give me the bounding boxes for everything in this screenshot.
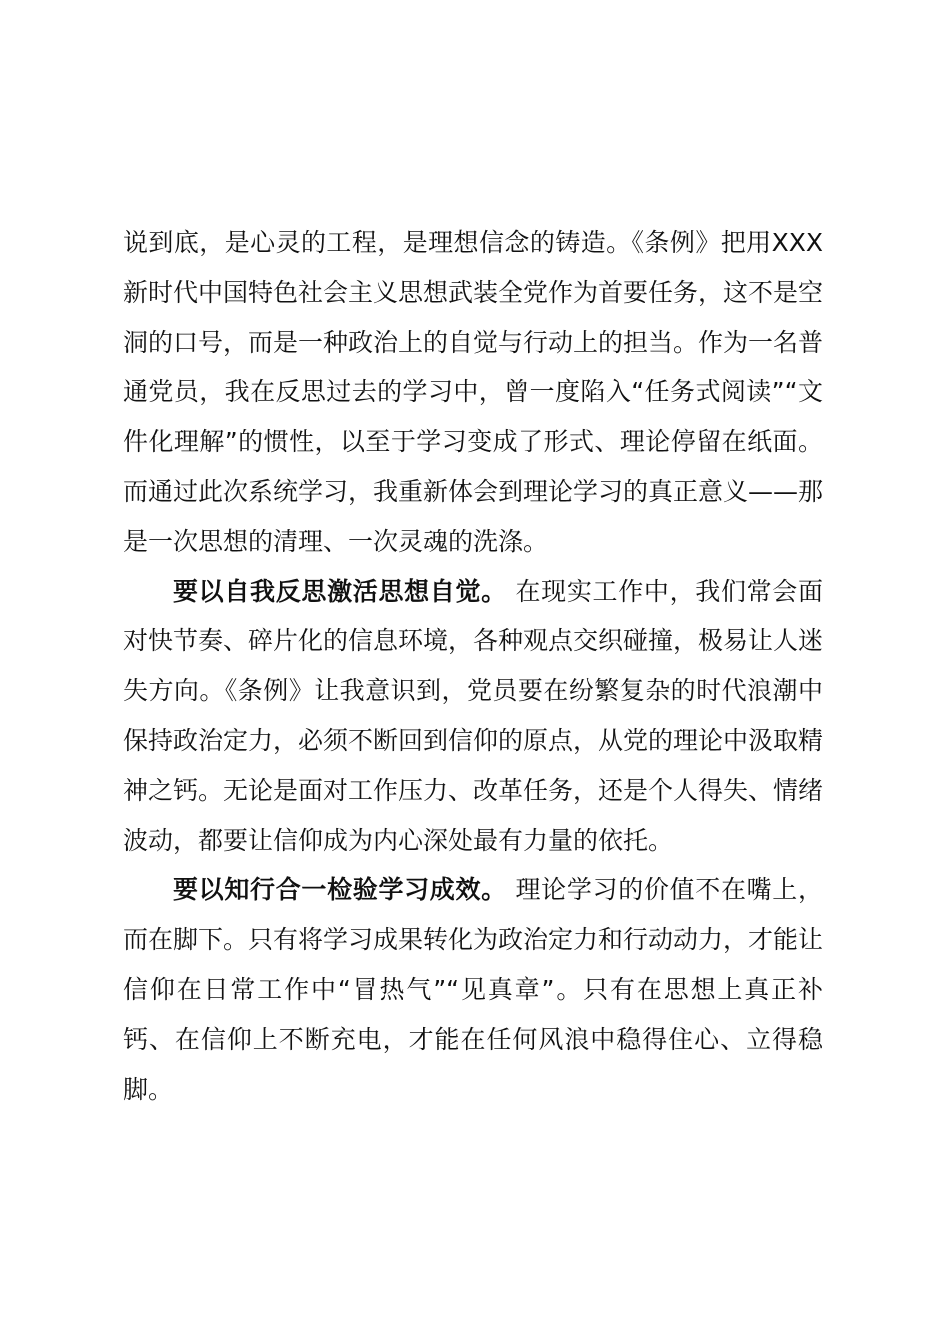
paragraph-lead-heading: 要以知行合一检验学习成效。 [173,875,507,905]
paragraph-knowledge-action [123,865,823,1114]
paragraph-lead-heading: 要以自我反思激活思想自觉。 [173,576,507,606]
paragraph-self-reflection [123,567,823,866]
document-body [123,218,823,1114]
paragraph-continuation [123,218,823,567]
paragraph-text: 说到底，是心灵的工程，是理想信念的铸造。《条例》把用XXX新时代中国特色社会主义思想武装全党作为首要任务，这不是空洞的口号，而是一种政治上的自觉与行动上的担当。作为一名普通党员，我在反思过去的学习中，曾一度陷入“任务式阅读”“文件化理解”的惯性，以至于学习变成了形式、理论停留在纸面。而通过此次系统学习，我重新体会到理论学习的真正意义——那是一次思想的清理、一次灵魂的洗涤。 [123,228,824,556]
paragraph-text: 理论学习的价值不在嘴上，而在脚下。只有将学习成果转化为政治定力和行动动力，才能让信仰在日常工作中“冒热气”“见真章”。只有在思想上真正补钙、在信仰上不断充电，才能在任何风浪中稳得住心、立得稳脚。 [123,875,824,1104]
paragraph-text: 在现实工作中，我们常会面对快节奏、碎片化的信息环境，各种观点交织碰撞，极易让人迷失方向。《条例》让我意识到，党员要在纷繁复杂的时代浪潮中保持政治定力，必须不断回到信仰的原点，从党的理论中汲取精神之钙。无论是面对工作压力、改革任务，还是个人得失、情绪波动，都要让信仰成为内心深处最有力量的依托。 [123,576,824,855]
